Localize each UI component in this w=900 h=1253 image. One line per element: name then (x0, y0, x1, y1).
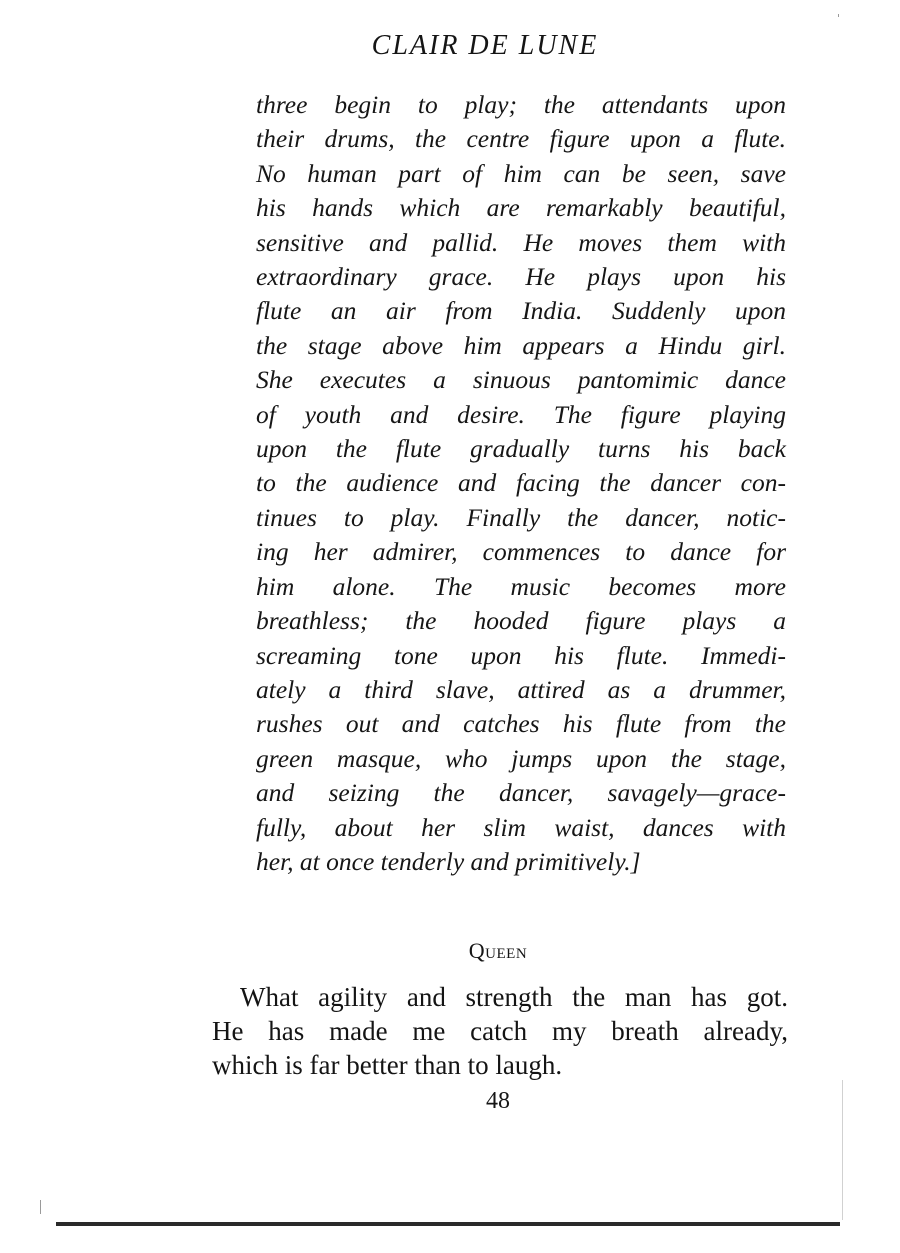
text-line: their drums, the centre figure upon a flute. (256, 124, 786, 154)
bottom-rule (56, 1222, 840, 1226)
text-line: fully, about her slim waist, dances with (256, 812, 786, 842)
text-line: flute an air from India. Suddenly upon (256, 296, 786, 326)
text-line: his hands which are remarkably beautiful, (256, 193, 786, 223)
scan-artifact (842, 1080, 843, 1220)
text-line: breathless; the hooded figure plays a (256, 606, 786, 636)
speech (212, 980, 788, 1082)
text-line: upon the flute gradually turns his back (256, 434, 786, 464)
text-line: screaming tone upon his flute. Immedi- (256, 640, 786, 670)
text-line: three begin to play; the attendants upon (256, 90, 786, 119)
text-line: and seizing the dancer, savagely—grace- (256, 778, 786, 808)
running-title: CLAIR DE LUNE (371, 30, 599, 61)
speech-line: He has made me catch my breath already, (212, 1016, 788, 1046)
scan-artifact (40, 1200, 41, 1214)
text-line: green masque, who jumps upon the stage, (256, 743, 786, 773)
text-line: of youth and desire. The figure playing (256, 399, 786, 429)
stage-direction (256, 88, 786, 879)
text-line: him alone. The music becomes more (256, 571, 786, 601)
text-line: rushes out and catches his flute from the (256, 709, 786, 739)
text-line: She executes a sinuous pantomimic dance (256, 365, 786, 395)
text-line: ately a third slave, attired as a drummer, (256, 674, 786, 704)
speech-line: which is far better than to laugh. (212, 1050, 563, 1080)
speaker-name: Queen (468, 938, 528, 963)
text-line: her, at once tenderly and primitively.] (256, 846, 641, 876)
text-line: sensitive and pallid. He moves them with (256, 227, 786, 257)
speech-line: What agility and strength the man has got. (240, 982, 788, 1012)
text-line: tinues to play. Finally the dancer, notic- (256, 502, 786, 532)
text-line: ing her admirer, commences to dance for (256, 537, 786, 567)
text-line: to the audience and facing the dancer con- (256, 468, 786, 498)
text-line: the stage above him appears a Hindu girl. (256, 330, 786, 360)
text-line: No human part of him can be seen, save (256, 158, 786, 188)
text-line: extraordinary grace. He plays upon his (256, 262, 786, 292)
scan-artifact (838, 14, 839, 17)
page-number: 48 (486, 1088, 510, 1114)
